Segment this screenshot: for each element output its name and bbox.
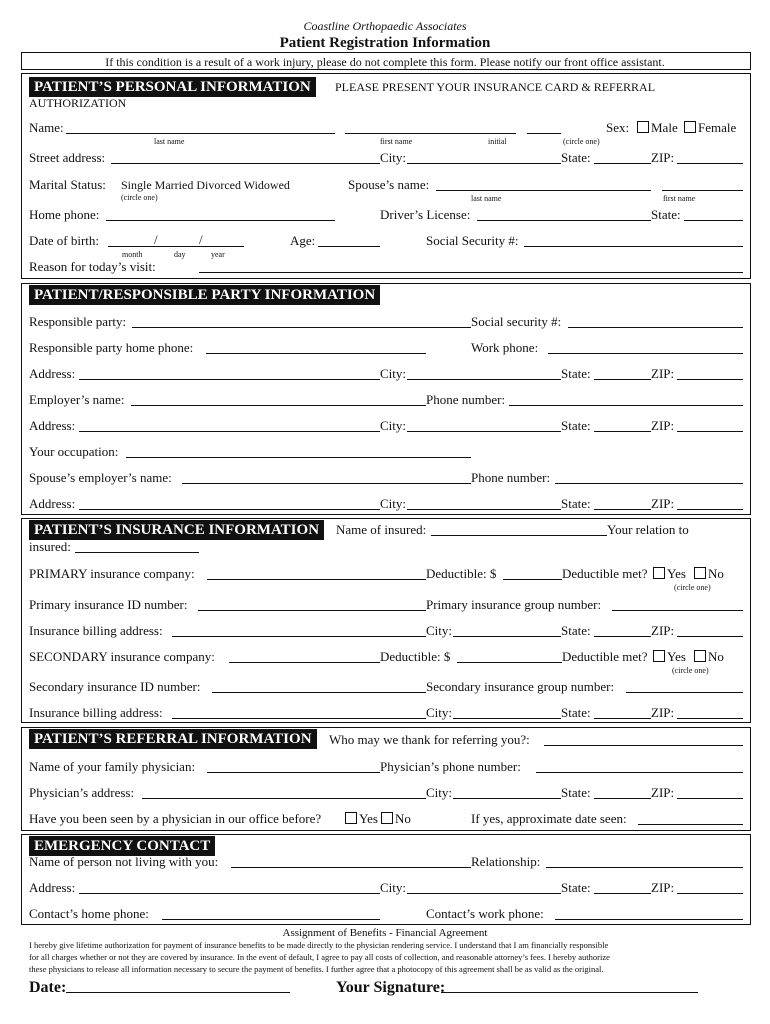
female-label: Female bbox=[698, 120, 737, 135]
employer-zip-field[interactable] bbox=[677, 431, 743, 432]
emergency-relationship-field[interactable] bbox=[546, 867, 743, 868]
primary-billing-zip-label: ZIP: bbox=[651, 623, 675, 638]
spouse-employer-phone-label: Phone number: bbox=[471, 470, 551, 485]
state-field[interactable] bbox=[594, 163, 651, 164]
physician-state-field[interactable] bbox=[594, 798, 651, 799]
relation-label-2: insured: bbox=[29, 539, 71, 554]
secondary-group-field[interactable] bbox=[626, 692, 743, 693]
notice-text: If this condition is a result of a work injury, please do not complete this form. Please notify our front office assistant. bbox=[105, 55, 665, 69]
age-field[interactable] bbox=[318, 246, 380, 247]
name-label: Name: bbox=[29, 120, 64, 135]
contact-home-phone-field[interactable] bbox=[162, 919, 380, 920]
referrer-field[interactable] bbox=[544, 745, 743, 746]
secondary-met-circle-hint: (circle one) bbox=[672, 666, 709, 675]
employer-city-field[interactable] bbox=[407, 431, 561, 432]
dl-state-field[interactable] bbox=[684, 220, 743, 221]
signature-label: Your Signature: bbox=[336, 979, 446, 996]
dl-label: Driver’s License: bbox=[380, 207, 471, 222]
spouse-city-field[interactable] bbox=[407, 509, 561, 510]
resp-home-phone-label: Responsible party home phone: bbox=[29, 340, 194, 355]
city-field[interactable] bbox=[407, 163, 561, 164]
primary-met-no-label: No bbox=[708, 566, 724, 581]
referral-heading: PATIENT’S REFERRAL INFORMATION bbox=[29, 729, 317, 749]
ssn-field[interactable] bbox=[524, 246, 743, 247]
secondary-billing-state-field[interactable] bbox=[594, 718, 651, 719]
spouse-first-hint: first name bbox=[663, 194, 696, 203]
emergency-zip-field[interactable] bbox=[677, 893, 743, 894]
primary-deductible-field[interactable] bbox=[503, 579, 562, 580]
physician-phone-field[interactable] bbox=[536, 772, 743, 773]
physician-address-field[interactable] bbox=[142, 798, 426, 799]
spouse-employer-phone-field[interactable] bbox=[555, 483, 743, 484]
employer-state-label: State: bbox=[561, 418, 591, 433]
male-label: Male bbox=[651, 120, 678, 135]
resp-ssn-field[interactable] bbox=[568, 327, 743, 328]
month-hint: month bbox=[122, 250, 143, 259]
primary-id-label: Primary insurance ID number: bbox=[29, 597, 188, 612]
secondary-billing-city-field[interactable] bbox=[453, 718, 561, 719]
seen-no-checkbox[interactable] bbox=[381, 812, 393, 824]
dob-field[interactable] bbox=[108, 246, 244, 247]
marital-label: Marital Status: bbox=[29, 177, 106, 192]
primary-billing-city-label: City: bbox=[426, 623, 453, 638]
resp-party-field[interactable] bbox=[132, 327, 471, 328]
employer-address-label: Address: bbox=[29, 418, 76, 433]
agreement-line-2: for all charges whether or not they are covered by insurance. In the event of default, I agree to pay all costs of collection, and reasonable attorney’s fees. I hereby authorize bbox=[29, 952, 610, 962]
home-phone-label: Home phone: bbox=[29, 207, 100, 222]
resp-zip-label: ZIP: bbox=[651, 366, 675, 381]
seen-no-label: No bbox=[395, 811, 411, 826]
insured-field[interactable] bbox=[431, 535, 607, 536]
date-seen-field[interactable] bbox=[638, 824, 743, 825]
secondary-billing-state-label: State: bbox=[561, 705, 591, 720]
insurance-card-note-2: AUTHORIZATION bbox=[29, 96, 127, 110]
emergency-city-field[interactable] bbox=[407, 893, 561, 894]
spouse-employer-field[interactable] bbox=[182, 483, 471, 484]
contact-home-phone-label: Contact’s home phone: bbox=[29, 906, 149, 921]
employer-state-field[interactable] bbox=[594, 431, 651, 432]
city-label: City: bbox=[380, 150, 407, 165]
spouse-zip-field[interactable] bbox=[677, 509, 743, 510]
primary-met-circle-hint: (circle one) bbox=[674, 583, 711, 592]
first-name-field[interactable] bbox=[345, 133, 516, 134]
emergency-relationship-label: Relationship: bbox=[471, 854, 541, 869]
secondary-id-label: Secondary insurance ID number: bbox=[29, 679, 201, 694]
primary-billing-label: Insurance billing address: bbox=[29, 623, 163, 638]
emergency-name-field[interactable] bbox=[231, 867, 471, 868]
relation-field[interactable] bbox=[75, 552, 199, 553]
seen-before-label: Have you been seen by a physician in our office before? bbox=[29, 811, 322, 826]
spouse-address-label: Address: bbox=[29, 496, 76, 511]
agreement-line-1: I hereby give lifetime authorization for payment of insurance benefits to be made directly to the physician rendering service. I understand that I am financially responsible bbox=[29, 940, 609, 950]
employer-phone-field[interactable] bbox=[509, 405, 743, 406]
spouse-employer-label: Spouse’s employer’s name: bbox=[29, 470, 172, 485]
family-physician-label: Name of your family physician: bbox=[29, 759, 196, 774]
dob-label: Date of birth: bbox=[29, 233, 100, 248]
spouse-state-field[interactable] bbox=[594, 509, 651, 510]
home-phone-field[interactable] bbox=[106, 220, 335, 221]
physician-address-label: Physician’s address: bbox=[29, 785, 135, 800]
insurance-heading: PATIENT’S INSURANCE INFORMATION bbox=[29, 520, 324, 540]
referrer-label: Who may we thank for referring you?: bbox=[329, 732, 530, 747]
street-label: Street address: bbox=[29, 150, 106, 165]
spouse-city-label: City: bbox=[380, 496, 407, 511]
resp-state-field[interactable] bbox=[594, 379, 651, 380]
secondary-met-no-checkbox[interactable] bbox=[694, 650, 706, 662]
marital-circle-hint: (circle one) bbox=[121, 193, 158, 202]
personal-heading: PATIENT’S PERSONAL INFORMATION bbox=[29, 77, 316, 97]
secondary-company-label: SECONDARY insurance company: bbox=[29, 649, 215, 664]
seen-yes-checkbox[interactable] bbox=[345, 812, 357, 824]
spouse-zip-label: ZIP: bbox=[651, 496, 675, 511]
first-name-hint: first name bbox=[380, 137, 413, 146]
spouse-address-field[interactable] bbox=[79, 509, 380, 510]
secondary-billing-zip-field[interactable] bbox=[677, 718, 743, 719]
secondary-deductible-label: Deductible: $ bbox=[380, 649, 451, 664]
primary-met-no-checkbox[interactable] bbox=[694, 567, 706, 579]
secondary-group-label: Secondary insurance group number: bbox=[426, 679, 615, 694]
primary-billing-zip-field[interactable] bbox=[677, 636, 743, 637]
relation-label: Your relation to bbox=[607, 522, 689, 537]
physician-state-label: State: bbox=[561, 785, 591, 800]
dob-slash: / bbox=[154, 232, 158, 247]
contact-work-phone-field[interactable] bbox=[555, 919, 743, 920]
state-label: State: bbox=[561, 150, 591, 165]
signature-field[interactable] bbox=[441, 992, 698, 993]
dl-field[interactable] bbox=[477, 220, 651, 221]
primary-met-yes-checkbox[interactable] bbox=[653, 567, 665, 579]
insurance-card-note: PLEASE PRESENT YOUR INSURANCE CARD & REFERRAL bbox=[335, 80, 656, 94]
resp-home-phone-field[interactable] bbox=[206, 353, 426, 354]
emergency-city-label: City: bbox=[380, 880, 407, 895]
street-field[interactable] bbox=[111, 163, 380, 164]
spouse-last-field[interactable] bbox=[436, 190, 651, 191]
primary-met-label: Deductible met? bbox=[562, 566, 648, 581]
zip-label: ZIP: bbox=[651, 150, 675, 165]
secondary-met-label: Deductible met? bbox=[562, 649, 648, 664]
emergency-address-field[interactable] bbox=[79, 893, 380, 894]
employer-label: Employer’s name: bbox=[29, 392, 125, 407]
secondary-met-yes-checkbox[interactable] bbox=[653, 650, 665, 662]
marital-options[interactable]: Single Married Divorced Widowed bbox=[121, 178, 290, 192]
spouse-label: Spouse’s name: bbox=[348, 177, 430, 192]
responsible-heading: PATIENT/RESPONSIBLE PARTY INFORMATION bbox=[29, 285, 380, 305]
employer-zip-label: ZIP: bbox=[651, 418, 675, 433]
occupation-label: Your occupation: bbox=[29, 444, 119, 459]
last-name-hint: last name bbox=[154, 137, 185, 146]
secondary-company-field[interactable] bbox=[229, 662, 380, 663]
spouse-state-label: State: bbox=[561, 496, 591, 511]
employer-address-field[interactable] bbox=[79, 431, 380, 432]
secondary-met-no-label: No bbox=[708, 649, 724, 664]
resp-work-phone-field[interactable] bbox=[548, 353, 743, 354]
page-title: Patient Registration Information bbox=[279, 35, 491, 51]
primary-met-yes-label: Yes bbox=[667, 566, 686, 581]
insured-label: Name of insured: bbox=[336, 522, 427, 537]
physician-city-label: City: bbox=[426, 785, 453, 800]
employer-phone-label: Phone number: bbox=[426, 392, 506, 407]
resp-zip-field[interactable] bbox=[677, 379, 743, 380]
last-name-field[interactable] bbox=[66, 133, 335, 134]
physician-zip-label: ZIP: bbox=[651, 785, 675, 800]
primary-billing-state-label: State: bbox=[561, 623, 591, 638]
reason-field[interactable] bbox=[199, 272, 743, 273]
occupation-field[interactable] bbox=[126, 457, 471, 458]
primary-billing-city-field[interactable] bbox=[453, 636, 561, 637]
primary-group-label: Primary insurance group number: bbox=[426, 597, 602, 612]
secondary-billing-label: Insurance billing address: bbox=[29, 705, 163, 720]
male-checkbox[interactable] bbox=[637, 121, 649, 133]
reason-label: Reason for today’s visit: bbox=[29, 259, 156, 274]
personal-section bbox=[21, 73, 751, 279]
ssn-label: Social Security #: bbox=[426, 233, 519, 248]
resp-ssn-label: Social security #: bbox=[471, 314, 562, 329]
secondary-deductible-field[interactable] bbox=[457, 662, 562, 663]
physician-phone-label: Physician’s phone number: bbox=[380, 759, 521, 774]
initial-hint: initial bbox=[488, 137, 507, 146]
primary-deductible-label: Deductible: $ bbox=[426, 566, 497, 581]
date-seen-label: If yes, approximate date seen: bbox=[471, 811, 627, 826]
clinic-name: Coastline Orthopaedic Associates bbox=[303, 19, 467, 33]
employer-city-label: City: bbox=[380, 418, 407, 433]
emergency-name-label: Name of person not living with you: bbox=[29, 854, 219, 869]
primary-id-field[interactable] bbox=[198, 610, 426, 611]
emergency-address-label: Address: bbox=[29, 880, 76, 895]
family-physician-field[interactable] bbox=[207, 772, 380, 773]
contact-work-phone-label: Contact’s work phone: bbox=[426, 906, 544, 921]
emergency-zip-label: ZIP: bbox=[651, 880, 675, 895]
spouse-first-field[interactable] bbox=[662, 190, 743, 191]
resp-work-phone-label: Work phone: bbox=[471, 340, 539, 355]
resp-state-label: State: bbox=[561, 366, 591, 381]
primary-company-label: PRIMARY insurance company: bbox=[29, 566, 195, 581]
sex-circle-hint: (circle one) bbox=[563, 137, 600, 146]
sex-label: Sex: bbox=[606, 120, 630, 135]
emergency-heading: EMERGENCY CONTACT bbox=[29, 836, 215, 856]
employer-field[interactable] bbox=[131, 405, 426, 406]
agreement-title: Assignment of Benefits - Financial Agreement bbox=[282, 927, 488, 939]
initial-field[interactable] bbox=[527, 133, 561, 134]
physician-zip-field[interactable] bbox=[677, 798, 743, 799]
emergency-state-field[interactable] bbox=[594, 893, 651, 894]
date-label: Date: bbox=[29, 979, 67, 996]
primary-company-field[interactable] bbox=[207, 579, 426, 580]
physician-city-field[interactable] bbox=[453, 798, 561, 799]
emergency-state-label: State: bbox=[561, 880, 591, 895]
resp-city-label: City: bbox=[380, 366, 407, 381]
resp-city-field[interactable] bbox=[407, 379, 561, 380]
primary-billing-field[interactable] bbox=[172, 636, 426, 637]
secondary-met-yes-label: Yes bbox=[667, 649, 686, 664]
agreement-line-3: these physicians to release all information necessary to secure the payment of benefits. I further agree that a photocopy of this agreement shall be as valid as the original. bbox=[29, 964, 604, 974]
secondary-billing-city-label: City: bbox=[426, 705, 453, 720]
secondary-billing-field[interactable] bbox=[172, 718, 426, 719]
resp-address-label: Address: bbox=[29, 366, 76, 381]
dl-state-label: State: bbox=[651, 207, 681, 222]
year-hint: year bbox=[211, 250, 225, 259]
primary-billing-state-field[interactable] bbox=[594, 636, 651, 637]
age-label: Age: bbox=[290, 233, 316, 248]
dob-slash: / bbox=[199, 232, 203, 247]
resp-party-label: Responsible party: bbox=[29, 314, 127, 329]
primary-group-field[interactable] bbox=[612, 610, 743, 611]
secondary-billing-zip-label: ZIP: bbox=[651, 705, 675, 720]
seen-yes-label: Yes bbox=[359, 811, 378, 826]
spouse-last-hint: last name bbox=[471, 194, 502, 203]
day-hint: day bbox=[174, 250, 186, 259]
date-field[interactable] bbox=[66, 992, 290, 993]
resp-address-field[interactable] bbox=[79, 379, 380, 380]
female-checkbox[interactable] bbox=[684, 121, 696, 133]
zip-field[interactable] bbox=[677, 163, 743, 164]
secondary-id-field[interactable] bbox=[212, 692, 426, 693]
